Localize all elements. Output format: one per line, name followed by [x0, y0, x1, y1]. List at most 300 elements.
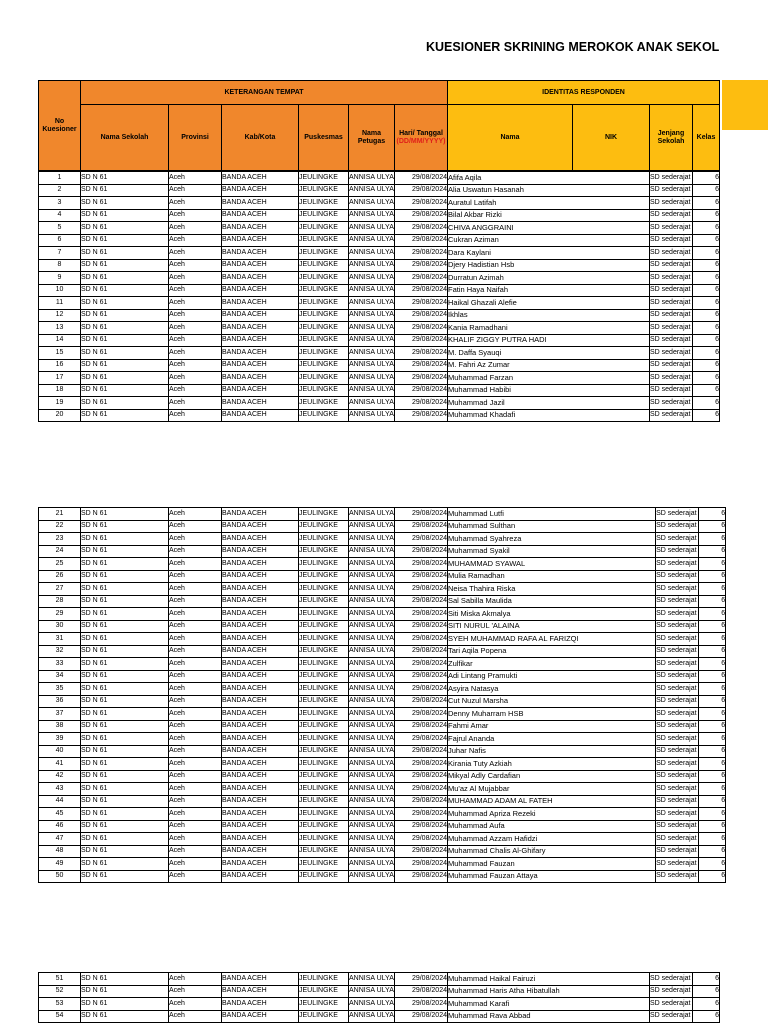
cell-jenjang: SD sederajat — [650, 1010, 693, 1023]
cell-kabkota: BANDA ACEH — [222, 508, 299, 521]
col-nama-sekolah: Nama Sekolah — [81, 105, 169, 171]
cell-nik — [573, 409, 650, 422]
cell-kabkota: BANDA ACEH — [222, 347, 299, 360]
cell-puskesmas: JEULINGKE — [299, 533, 349, 546]
cell-provinsi: Aceh — [169, 570, 222, 583]
cell-nik — [573, 384, 650, 397]
col-jenjang: Jenjang Sekolah — [650, 105, 693, 171]
cell-tanggal: 29/08/2024 — [395, 985, 448, 998]
data-table — [38, 972, 720, 1023]
cell-nik — [579, 695, 656, 708]
cell-puskesmas: JEULINGKE — [299, 858, 349, 871]
table-row — [39, 259, 720, 272]
cell-kabkota: BANDA ACEH — [222, 695, 299, 708]
cell-provinsi: Aceh — [169, 833, 222, 846]
cell-kelas: 6 — [693, 985, 720, 998]
cell-kabkota: BANDA ACEH — [222, 745, 299, 758]
cell-petugas: ANNISA ULYA — [349, 783, 395, 796]
cell-jenjang: SD sederajat — [656, 620, 699, 633]
cell-nik — [573, 973, 650, 986]
cell-no: 27 — [39, 583, 81, 596]
cell-petugas: ANNISA ULYA — [349, 197, 395, 210]
cell-petugas: ANNISA ULYA — [349, 520, 395, 533]
cell-nik — [579, 558, 656, 571]
cell-provinsi: Aceh — [169, 695, 222, 708]
cell-kelas: 6 — [699, 783, 726, 796]
cell-nik — [579, 633, 656, 646]
cell-petugas: ANNISA ULYA — [349, 998, 395, 1011]
cell-petugas: ANNISA ULYA — [349, 359, 395, 372]
cell-tanggal: 29/08/2024 — [395, 347, 448, 360]
cell-kelas: 6 — [699, 508, 726, 521]
cell-puskesmas: JEULINGKE — [299, 720, 349, 733]
table-row — [39, 973, 720, 986]
cell-provinsi: Aceh — [169, 620, 222, 633]
cell-petugas: ANNISA ULYA — [349, 645, 395, 658]
cell-no: 46 — [39, 820, 81, 833]
cell-nama: Muhammad Syakil — [448, 545, 579, 558]
cell-nama: SYEH MUHAMMAD RAFA AL FARIZQI — [448, 633, 579, 646]
cell-no: 36 — [39, 695, 81, 708]
cell-nama-sekolah: SD N 61 — [81, 683, 169, 696]
cell-nik — [573, 998, 650, 1011]
cell-tanggal: 29/08/2024 — [395, 708, 448, 721]
cell-nik — [579, 758, 656, 771]
cell-nik — [573, 1010, 650, 1023]
cell-nama-sekolah: SD N 61 — [81, 708, 169, 721]
table-row — [39, 197, 720, 210]
cell-no: 52 — [39, 985, 81, 998]
col-tanggal-label: Hari/ Tanggal — [399, 129, 443, 137]
cell-puskesmas: JEULINGKE — [299, 234, 349, 247]
cell-petugas: ANNISA ULYA — [349, 297, 395, 310]
cell-nama-sekolah: SD N 61 — [81, 670, 169, 683]
table-row — [39, 372, 720, 385]
cell-nik — [579, 645, 656, 658]
cell-nik — [579, 545, 656, 558]
cell-tanggal: 29/08/2024 — [395, 720, 448, 733]
cell-jenjang: SD sederajat — [656, 770, 699, 783]
cell-puskesmas: JEULINGKE — [299, 833, 349, 846]
cell-jenjang: SD sederajat — [650, 998, 693, 1011]
cell-nik — [579, 820, 656, 833]
cell-provinsi: Aceh — [169, 708, 222, 721]
cell-provinsi: Aceh — [169, 520, 222, 533]
cell-jenjang: SD sederajat — [650, 184, 693, 197]
cell-petugas: ANNISA ULYA — [349, 247, 395, 260]
cell-nama: MUHAMMAD SYAWAL — [448, 558, 579, 571]
table-row — [39, 533, 726, 546]
col-puskesmas: Puskesmas — [299, 105, 349, 171]
cell-provinsi: Aceh — [169, 583, 222, 596]
cell-nik — [579, 533, 656, 546]
cell-kabkota: BANDA ACEH — [222, 520, 299, 533]
cell-tanggal: 29/08/2024 — [395, 508, 448, 521]
cell-jenjang: SD sederajat — [650, 297, 693, 310]
cell-jenjang: SD sederajat — [650, 272, 693, 285]
cell-nama: SITI NURUL 'ALAINA — [448, 620, 579, 633]
cell-nama: Afifa Aqila — [448, 172, 573, 185]
table-row — [39, 1010, 720, 1023]
cell-provinsi: Aceh — [169, 973, 222, 986]
cell-nama: Juhar Nafis — [448, 745, 579, 758]
cell-kelas: 6 — [693, 384, 720, 397]
cell-nama-sekolah: SD N 61 — [81, 222, 169, 235]
cell-tanggal: 29/08/2024 — [395, 372, 448, 385]
cell-provinsi: Aceh — [169, 397, 222, 410]
cell-nama: Muhammad Haikal Fairuzi — [448, 973, 573, 986]
cell-provinsi: Aceh — [169, 247, 222, 260]
cell-jenjang: SD sederajat — [650, 334, 693, 347]
cell-puskesmas: JEULINGKE — [299, 583, 349, 596]
cell-no: 42 — [39, 770, 81, 783]
table-row — [39, 272, 720, 285]
cell-kabkota: BANDA ACEH — [222, 533, 299, 546]
sheet-title: KUESIONER SKRINING MEROKOK ANAK SEKOL — [426, 40, 720, 54]
cell-provinsi: Aceh — [169, 683, 222, 696]
cell-kabkota: BANDA ACEH — [222, 783, 299, 796]
cell-no: 13 — [39, 322, 81, 335]
cell-nama: Muhammad Farzan — [448, 372, 573, 385]
cell-petugas: ANNISA ULYA — [349, 209, 395, 222]
cell-no: 39 — [39, 733, 81, 746]
cell-petugas: ANNISA ULYA — [349, 870, 395, 883]
cell-kabkota: BANDA ACEH — [222, 297, 299, 310]
cell-petugas: ANNISA ULYA — [349, 409, 395, 422]
cell-kabkota: BANDA ACEH — [222, 184, 299, 197]
cell-kabkota: BANDA ACEH — [222, 558, 299, 571]
cell-jenjang: SD sederajat — [656, 733, 699, 746]
cell-petugas: ANNISA ULYA — [349, 845, 395, 858]
cell-no: 43 — [39, 783, 81, 796]
cell-nik — [579, 858, 656, 871]
cell-puskesmas: JEULINGKE — [299, 795, 349, 808]
cell-provinsi: Aceh — [169, 297, 222, 310]
cell-provinsi: Aceh — [169, 998, 222, 1011]
cell-provinsi: Aceh — [169, 820, 222, 833]
cell-kabkota: BANDA ACEH — [222, 372, 299, 385]
cell-nik — [573, 322, 650, 335]
cell-tanggal: 29/08/2024 — [395, 322, 448, 335]
cell-nama: Kania Ramadhani — [448, 322, 573, 335]
table-row — [39, 545, 726, 558]
table-row — [39, 745, 726, 758]
cell-no: 30 — [39, 620, 81, 633]
table-row — [39, 595, 726, 608]
cell-nama-sekolah: SD N 61 — [81, 508, 169, 521]
header-fill-extension — [722, 80, 768, 130]
cell-no: 21 — [39, 508, 81, 521]
cell-no: 20 — [39, 409, 81, 422]
cell-jenjang: SD sederajat — [650, 384, 693, 397]
cell-jenjang: SD sederajat — [656, 545, 699, 558]
cell-no: 12 — [39, 309, 81, 322]
cell-nama-sekolah: SD N 61 — [81, 645, 169, 658]
cell-jenjang: SD sederajat — [650, 172, 693, 185]
cell-provinsi: Aceh — [169, 197, 222, 210]
cell-tanggal: 29/08/2024 — [395, 272, 448, 285]
cell-no: 26 — [39, 570, 81, 583]
cell-provinsi: Aceh — [169, 733, 222, 746]
cell-tanggal: 29/08/2024 — [395, 558, 448, 571]
table-row — [39, 845, 726, 858]
cell-jenjang: SD sederajat — [656, 870, 699, 883]
cell-tanggal: 29/08/2024 — [395, 247, 448, 260]
cell-jenjang: SD sederajat — [650, 409, 693, 422]
cell-jenjang: SD sederajat — [650, 973, 693, 986]
cell-provinsi: Aceh — [169, 372, 222, 385]
cell-provinsi: Aceh — [169, 720, 222, 733]
cell-puskesmas: JEULINGKE — [299, 545, 349, 558]
table-row — [39, 708, 726, 721]
table-row — [39, 645, 726, 658]
cell-nik — [573, 197, 650, 210]
cell-tanggal: 29/08/2024 — [395, 583, 448, 596]
cell-nama: Ikhlas — [448, 309, 573, 322]
cell-kelas: 6 — [693, 397, 720, 410]
group-keterangan-tempat: KETERANGAN TEMPAT — [81, 81, 448, 105]
cell-nik — [579, 583, 656, 596]
cell-kelas: 6 — [693, 372, 720, 385]
cell-puskesmas: JEULINGKE — [299, 745, 349, 758]
cell-puskesmas: JEULINGKE — [299, 1010, 349, 1023]
cell-puskesmas: JEULINGKE — [299, 372, 349, 385]
cell-provinsi: Aceh — [169, 870, 222, 883]
cell-nama: Muhammad Aufa — [448, 820, 579, 833]
cell-tanggal: 29/08/2024 — [395, 845, 448, 858]
cell-kabkota: BANDA ACEH — [222, 1010, 299, 1023]
cell-nama: Kirania Tuty Azkiah — [448, 758, 579, 771]
cell-petugas: ANNISA ULYA — [349, 770, 395, 783]
cell-no: 10 — [39, 284, 81, 297]
cell-tanggal: 29/08/2024 — [395, 570, 448, 583]
table-row — [39, 998, 720, 1011]
cell-tanggal: 29/08/2024 — [395, 284, 448, 297]
cell-petugas: ANNISA ULYA — [349, 858, 395, 871]
cell-petugas: ANNISA ULYA — [349, 820, 395, 833]
cell-jenjang: SD sederajat — [656, 808, 699, 821]
cell-tanggal: 29/08/2024 — [395, 334, 448, 347]
cell-jenjang: SD sederajat — [656, 845, 699, 858]
cell-kelas: 6 — [699, 670, 726, 683]
cell-jenjang: SD sederajat — [656, 583, 699, 596]
cell-nama-sekolah: SD N 61 — [81, 770, 169, 783]
cell-kabkota: BANDA ACEH — [222, 683, 299, 696]
table-row — [39, 234, 720, 247]
cell-kabkota: BANDA ACEH — [222, 322, 299, 335]
cell-nama: Durratun Azimah — [448, 272, 573, 285]
cell-kelas: 6 — [699, 720, 726, 733]
cell-no: 38 — [39, 720, 81, 733]
table-header — [38, 80, 720, 171]
cell-jenjang: SD sederajat — [650, 309, 693, 322]
cell-no: 54 — [39, 1010, 81, 1023]
cell-kelas: 6 — [699, 870, 726, 883]
cell-kabkota: BANDA ACEH — [222, 334, 299, 347]
table-row — [39, 570, 726, 583]
table-row — [39, 347, 720, 360]
cell-nama-sekolah: SD N 61 — [81, 533, 169, 546]
cell-nama-sekolah: SD N 61 — [81, 745, 169, 758]
cell-kabkota: BANDA ACEH — [222, 284, 299, 297]
cell-provinsi: Aceh — [169, 858, 222, 871]
cell-kelas: 6 — [699, 833, 726, 846]
cell-nama-sekolah: SD N 61 — [81, 658, 169, 671]
cell-puskesmas: JEULINGKE — [299, 985, 349, 998]
cell-nik — [579, 833, 656, 846]
cell-nama: Muhammad Sulthan — [448, 520, 579, 533]
cell-tanggal: 29/08/2024 — [395, 259, 448, 272]
cell-nama-sekolah: SD N 61 — [81, 783, 169, 796]
cell-no: 22 — [39, 520, 81, 533]
cell-no: 28 — [39, 595, 81, 608]
cell-puskesmas: JEULINGKE — [299, 347, 349, 360]
cell-kelas: 6 — [699, 795, 726, 808]
cell-no: 49 — [39, 858, 81, 871]
cell-petugas: ANNISA ULYA — [349, 695, 395, 708]
table-row — [39, 397, 720, 410]
cell-puskesmas: JEULINGKE — [299, 998, 349, 1011]
table-row — [39, 384, 720, 397]
cell-nama-sekolah: SD N 61 — [81, 558, 169, 571]
cell-kabkota: BANDA ACEH — [222, 545, 299, 558]
cell-kabkota: BANDA ACEH — [222, 858, 299, 871]
cell-no: 37 — [39, 708, 81, 721]
cell-jenjang: SD sederajat — [656, 708, 699, 721]
cell-nama-sekolah: SD N 61 — [81, 845, 169, 858]
cell-nama: Cukran Aziman — [448, 234, 573, 247]
cell-no: 51 — [39, 973, 81, 986]
table-row — [39, 870, 726, 883]
cell-puskesmas: JEULINGKE — [299, 297, 349, 310]
cell-puskesmas: JEULINGKE — [299, 645, 349, 658]
data-block-3 — [38, 972, 720, 1023]
cell-kelas: 6 — [699, 645, 726, 658]
cell-jenjang: SD sederajat — [656, 820, 699, 833]
cell-nama-sekolah: SD N 61 — [81, 284, 169, 297]
cell-tanggal: 29/08/2024 — [395, 409, 448, 422]
cell-puskesmas: JEULINGKE — [299, 309, 349, 322]
cell-no: 5 — [39, 222, 81, 235]
cell-nama-sekolah: SD N 61 — [81, 347, 169, 360]
cell-jenjang: SD sederajat — [650, 359, 693, 372]
cell-nik — [579, 670, 656, 683]
cell-puskesmas: JEULINGKE — [299, 633, 349, 646]
cell-jenjang: SD sederajat — [656, 745, 699, 758]
table-row — [39, 184, 720, 197]
col-kabkota: Kab/Kota — [222, 105, 299, 171]
cell-kelas: 6 — [693, 347, 720, 360]
cell-petugas: ANNISA ULYA — [349, 808, 395, 821]
cell-provinsi: Aceh — [169, 745, 222, 758]
cell-petugas: ANNISA ULYA — [349, 558, 395, 571]
cell-jenjang: SD sederajat — [650, 234, 693, 247]
cell-nama-sekolah: SD N 61 — [81, 172, 169, 185]
cell-jenjang: SD sederajat — [656, 683, 699, 696]
cell-no: 18 — [39, 384, 81, 397]
cell-provinsi: Aceh — [169, 259, 222, 272]
cell-petugas: ANNISA ULYA — [349, 384, 395, 397]
cell-nama: Haikal Ghazali Alefie — [448, 297, 573, 310]
cell-no: 2 — [39, 184, 81, 197]
cell-puskesmas: JEULINGKE — [299, 595, 349, 608]
cell-no: 16 — [39, 359, 81, 372]
table-row — [39, 770, 726, 783]
cell-kabkota: BANDA ACEH — [222, 197, 299, 210]
cell-kabkota: BANDA ACEH — [222, 820, 299, 833]
data-table — [38, 171, 720, 422]
col-tanggal — [395, 105, 448, 171]
table-row — [39, 695, 726, 708]
cell-nama: Denny Muharram HSB — [448, 708, 579, 721]
cell-kelas: 6 — [699, 545, 726, 558]
cell-provinsi: Aceh — [169, 508, 222, 521]
table-row — [39, 985, 720, 998]
cell-nama: Muhammad Azzam Hafidzi — [448, 833, 579, 846]
cell-nik — [579, 795, 656, 808]
cell-nik — [573, 334, 650, 347]
cell-tanggal: 29/08/2024 — [395, 209, 448, 222]
cell-provinsi: Aceh — [169, 558, 222, 571]
cell-petugas: ANNISA ULYA — [349, 733, 395, 746]
cell-provinsi: Aceh — [169, 222, 222, 235]
cell-puskesmas: JEULINGKE — [299, 209, 349, 222]
cell-nama: Zulfikar — [448, 658, 579, 671]
cell-tanggal: 29/08/2024 — [395, 533, 448, 546]
cell-jenjang: SD sederajat — [650, 197, 693, 210]
cell-no: 17 — [39, 372, 81, 385]
data-block-2 — [38, 507, 726, 883]
cell-petugas: ANNISA ULYA — [349, 272, 395, 285]
cell-tanggal: 29/08/2024 — [395, 683, 448, 696]
cell-provinsi: Aceh — [169, 808, 222, 821]
cell-puskesmas: JEULINGKE — [299, 384, 349, 397]
cell-nik — [579, 658, 656, 671]
cell-kabkota: BANDA ACEH — [222, 620, 299, 633]
cell-jenjang: SD sederajat — [656, 533, 699, 546]
cell-nama-sekolah: SD N 61 — [81, 272, 169, 285]
cell-tanggal: 29/08/2024 — [395, 645, 448, 658]
cell-nama-sekolah: SD N 61 — [81, 998, 169, 1011]
cell-no: 9 — [39, 272, 81, 285]
cell-nama: Muhammad Karafi — [448, 998, 573, 1011]
cell-nama-sekolah: SD N 61 — [81, 608, 169, 621]
cell-nama: Muhammad Lutfi — [448, 508, 579, 521]
cell-kelas: 6 — [693, 184, 720, 197]
cell-nik — [579, 570, 656, 583]
table-row — [39, 808, 726, 821]
cell-kelas: 6 — [699, 770, 726, 783]
cell-tanggal: 29/08/2024 — [395, 297, 448, 310]
cell-tanggal: 29/08/2024 — [395, 770, 448, 783]
cell-nik — [579, 745, 656, 758]
cell-nik — [573, 209, 650, 222]
cell-petugas: ANNISA ULYA — [349, 833, 395, 846]
cell-kabkota: BANDA ACEH — [222, 758, 299, 771]
cell-puskesmas: JEULINGKE — [299, 783, 349, 796]
cell-nik — [573, 309, 650, 322]
cell-jenjang: SD sederajat — [656, 833, 699, 846]
table-row — [39, 620, 726, 633]
table-row — [39, 733, 726, 746]
cell-kabkota: BANDA ACEH — [222, 397, 299, 410]
cell-nama: KHALIF ZIGGY PUTRA HADI — [448, 334, 573, 347]
table-row — [39, 558, 726, 571]
cell-no: 34 — [39, 670, 81, 683]
cell-no: 41 — [39, 758, 81, 771]
cell-nama: Neisa Thahira Riska — [448, 583, 579, 596]
table-row — [39, 409, 720, 422]
